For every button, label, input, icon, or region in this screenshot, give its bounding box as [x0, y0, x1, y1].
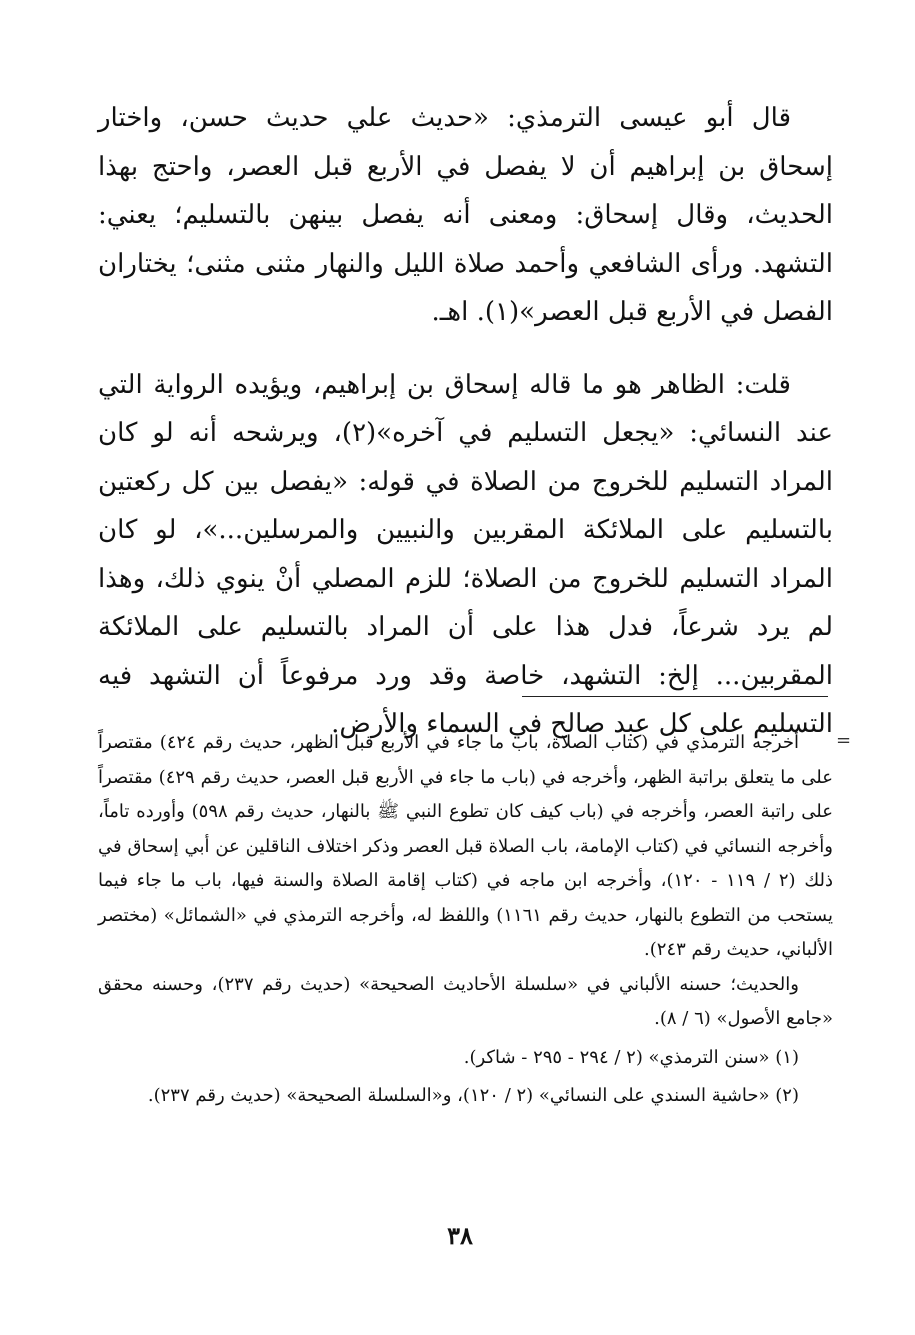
footnote-2: (٢) «حاشية السندي على النسائي» (٢ / ١٢٠)، و«السلسلة الصحيحة» (حديث رقم ٢٣٧).	[147, 1085, 799, 1106]
footnote-continuation-1: أخرجه الترمذي في (كتاب الصلاة، باب ما جاء في الأربع قبل الظهر، حديث رقم ٤٢٤) مقتصراً على ما يتعلق براتبة الظهر، وأخرجه في (باب ما جاء في الأربع قبل العصر، حديث رقم ٤٢٩) مقتصراً على راتبة العصر، وأخرجه في (باب كيف كان تطوع النبي ﷺ بالنهار، حديث رقم ٥٩٨) وأورده تاماً، وأخرجه النسائي في (كتاب الإمامة، باب الصلاة قبل العصر وذكر اختلاف الناقلين عن أبي إسحاق في ذلك (٢ / ١١٩ - ١٢٠)، وأخرجه ابن ماجه في (كتاب إقامة الصلاة والسنة فيها، باب ما جاء فيما يستحب من التطوع بالنهار، حديث رقم ١١٦١) واللفظ له، وأخرجه الترمذي في «الشمائل» (مختصر الألباني، حديث رقم ٢٤٣).	[98, 732, 834, 960]
body-paragraph-1: قال أبو عيسى الترمذي: «حديث علي حديث حسن، واختار إسحاق بن إبراهيم أن لا يفصل في الأربع قبل العصر، واحتج بهذا الحديث، وقال إسحاق: ومعنى أنه يفصل بينهن بالتسليم؛ يعني: التشهد. ورأى الشافعي وأحمد صلاة الليل والنهار مثنى مثنى؛ يختاران الفصل في الأربع قبل العصر»(١). اهـ.	[98, 103, 833, 327]
footnote-separator	[522, 696, 828, 697]
footnote-continuation-mark: =	[836, 730, 852, 751]
footnote-1: (١) «سنن الترمذي» (٢ / ٢٩٤ - ٢٩٥ - شاكر).	[463, 1046, 799, 1068]
footnote-continuation-2: والحديث؛ حسنه الألباني في «سلسلة الأحاديث الصحيحة» (حديث رقم ٢٣٧)، وحسنه محقق «جامع الأصول» (٦ / ٨).	[98, 973, 833, 1029]
main-text	[98, 94, 833, 749]
footnotes	[98, 726, 833, 1114]
body-paragraph-2: قلت: الظاهر هو ما قاله إسحاق بن إبراهيم، ويؤيده الرواية التي عند النسائي: «يجعل التسليم في آخره»(٢)، ويرشحه أنه لو كان المراد التسليم للخروج من الصلاة في قوله: «يفصل بين كل ركعتين بالتسليم على الملائكة المقربين والنبيين والمرسلين...»، لو كان المراد التسليم للخروج من الصلاة؛ للزم المصلي أنْ ينوي ذلك، وهذا لم يرد شرعاً، فدل هذا على أن المراد بالتسليم على الملائكة المقربين... إلخ: التشهد، خاصة وقد ورد مرفوعاً أن التشهد فيه التسليم على كل عبد صالح في السماء والأرض.	[98, 369, 833, 739]
page-number: ٣٨	[447, 1221, 473, 1250]
